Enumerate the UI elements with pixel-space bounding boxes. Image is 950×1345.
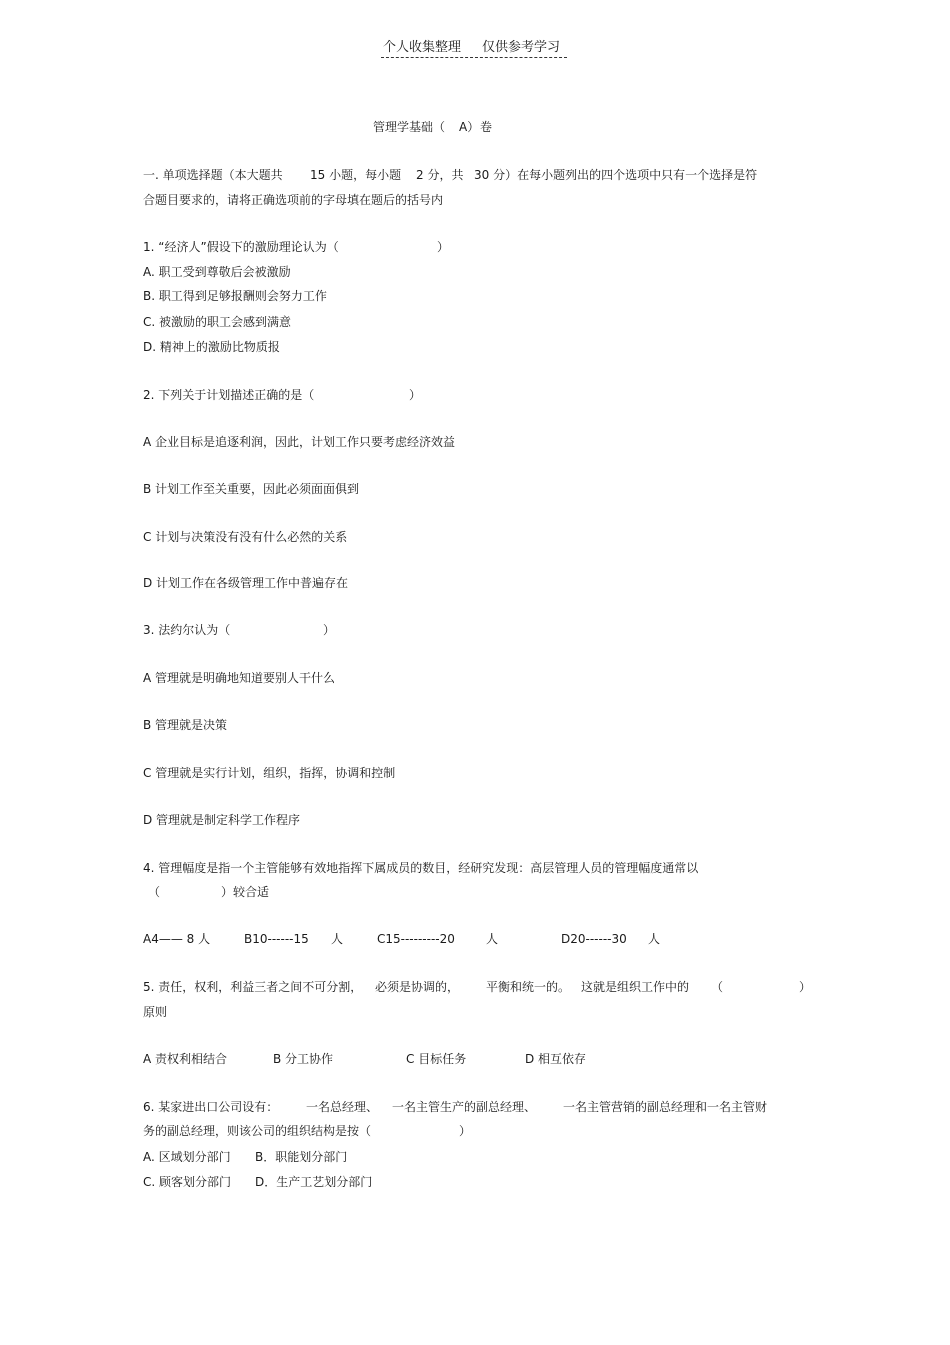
q3-option-a: A 管理就是明确地知道要别人干什么 xyxy=(143,671,336,685)
q6-option-d: D．生产工艺划分部门 xyxy=(255,1175,373,1189)
q5-stem-part1: 5. 责任，权利，利益三者之间不可分割， xyxy=(143,980,363,994)
q2-option-c: C 计划与决策没有没有什么必然的关系 xyxy=(143,530,348,544)
q3-option-d: D 管理就是制定科学工作程序 xyxy=(143,813,301,827)
q1-option-a: A. 职工受到尊敬后会被激励 xyxy=(143,265,291,279)
q2-option-d: D 计划工作在各级管理工作中普遍存在 xyxy=(143,576,349,590)
q3-option-b: B 管理就是决策 xyxy=(143,718,228,732)
q5-option-d: D 相互依存 xyxy=(525,1052,587,1066)
q6-stem-line2: 务的副总经理，则该公司的组织结构是按（ xyxy=(143,1124,372,1138)
q5-stem-part4: 这就是组织工作中的 xyxy=(581,980,690,994)
q6-stem-part2: 一名总经理、 xyxy=(306,1100,379,1114)
header-underline xyxy=(381,57,567,58)
q4-stem: 4. 管理幅度是指一个主管能够有效地指挥下属成员的数目，经研究发现：高层管理人员的管理幅度通常以 xyxy=(143,861,699,875)
title-paren: A） xyxy=(459,120,480,134)
instruction-d: 30 分）在每小题列出的四个选项中只有一个选择是符 xyxy=(474,168,758,182)
q2-option-b: B 计划工作至关重要，因此必须面面俱到 xyxy=(143,482,360,496)
q4-option-d-unit: 人 xyxy=(648,932,661,946)
q5-stem-part2: 必须是协调的， xyxy=(375,980,460,994)
title-suffix: 卷 xyxy=(480,120,493,134)
q5-option-c: C 目标任务 xyxy=(406,1052,467,1066)
q2-stem: 2. 下列关于计划描述正确的是（ xyxy=(143,388,315,402)
q4-option-c-unit: 人 xyxy=(486,932,499,946)
q6-answer-close: ） xyxy=(459,1124,472,1138)
header-right: 仅供参考学习 xyxy=(482,40,561,55)
q4-option-d: D20------30 xyxy=(561,932,627,946)
title-main: 管理学基础（ xyxy=(373,120,446,134)
instruction-c: 2 分，共 xyxy=(416,168,464,182)
q5-option-a: A 责权利相结合 xyxy=(143,1052,228,1066)
q1-option-b: B. 职工得到足够报酬则会努力工作 xyxy=(143,289,327,303)
q3-option-c: C 管理就是实行计划，组织，指挥，协调和控制 xyxy=(143,766,396,780)
q5-option-b: B 分工协作 xyxy=(273,1052,334,1066)
q6-option-c: C. 顾客划分部门 xyxy=(143,1175,232,1189)
q6-stem-part1: 6. 某家进出口公司设有： xyxy=(143,1100,279,1114)
q4-answer-open: （ xyxy=(148,885,161,899)
q3-answer-close: ） xyxy=(323,623,336,637)
q4-answer-close: ）较合适 xyxy=(221,885,270,899)
q4-option-c: C15---------20 xyxy=(377,932,455,946)
q6-option-b: B．职能划分部门 xyxy=(255,1150,348,1164)
q5-stem-part3: 平衡和统一的。 xyxy=(486,980,571,994)
instruction-a: 一. 单项选择题（本大题共 xyxy=(143,168,283,182)
q4-option-b: B10------15 xyxy=(244,932,309,946)
q2-option-a: A 企业目标是追逐利润，因此，计划工作只要考虑经济效益 xyxy=(143,435,456,449)
q1-option-d: D. 精神上的激励比物质报 xyxy=(143,340,280,354)
q6-option-a: A. 区域划分部门 xyxy=(143,1150,231,1164)
q5-stem-line2: 原则 xyxy=(143,1005,168,1019)
q1-option-c: C. 被激励的职工会感到满意 xyxy=(143,315,292,329)
instruction-line2: 合题目要求的，请将正确选项前的字母填在题后的括号内 xyxy=(143,193,444,207)
q4-option-a: A4—— 8 人 xyxy=(143,932,211,946)
q6-stem-part4: 一名主管营销的副总经理和一名主管财 xyxy=(563,1100,768,1114)
header-left: 个人收集整理 xyxy=(383,40,462,55)
q1-stem: 1. “经济人”假设下的激励理论认为（ xyxy=(143,240,339,254)
q2-answer-close: ） xyxy=(409,388,422,402)
instruction-b: 15 小题，每小题 xyxy=(310,168,402,182)
q6-stem-part3: 一名主管生产的副总经理、 xyxy=(392,1100,537,1114)
q4-option-b-unit: 人 xyxy=(331,932,344,946)
q5-answer-close: ） xyxy=(799,980,812,994)
q3-stem: 3. 法约尔认为（ xyxy=(143,623,231,637)
q1-answer-close: ） xyxy=(437,240,450,254)
q5-answer-open: （ xyxy=(711,980,724,994)
